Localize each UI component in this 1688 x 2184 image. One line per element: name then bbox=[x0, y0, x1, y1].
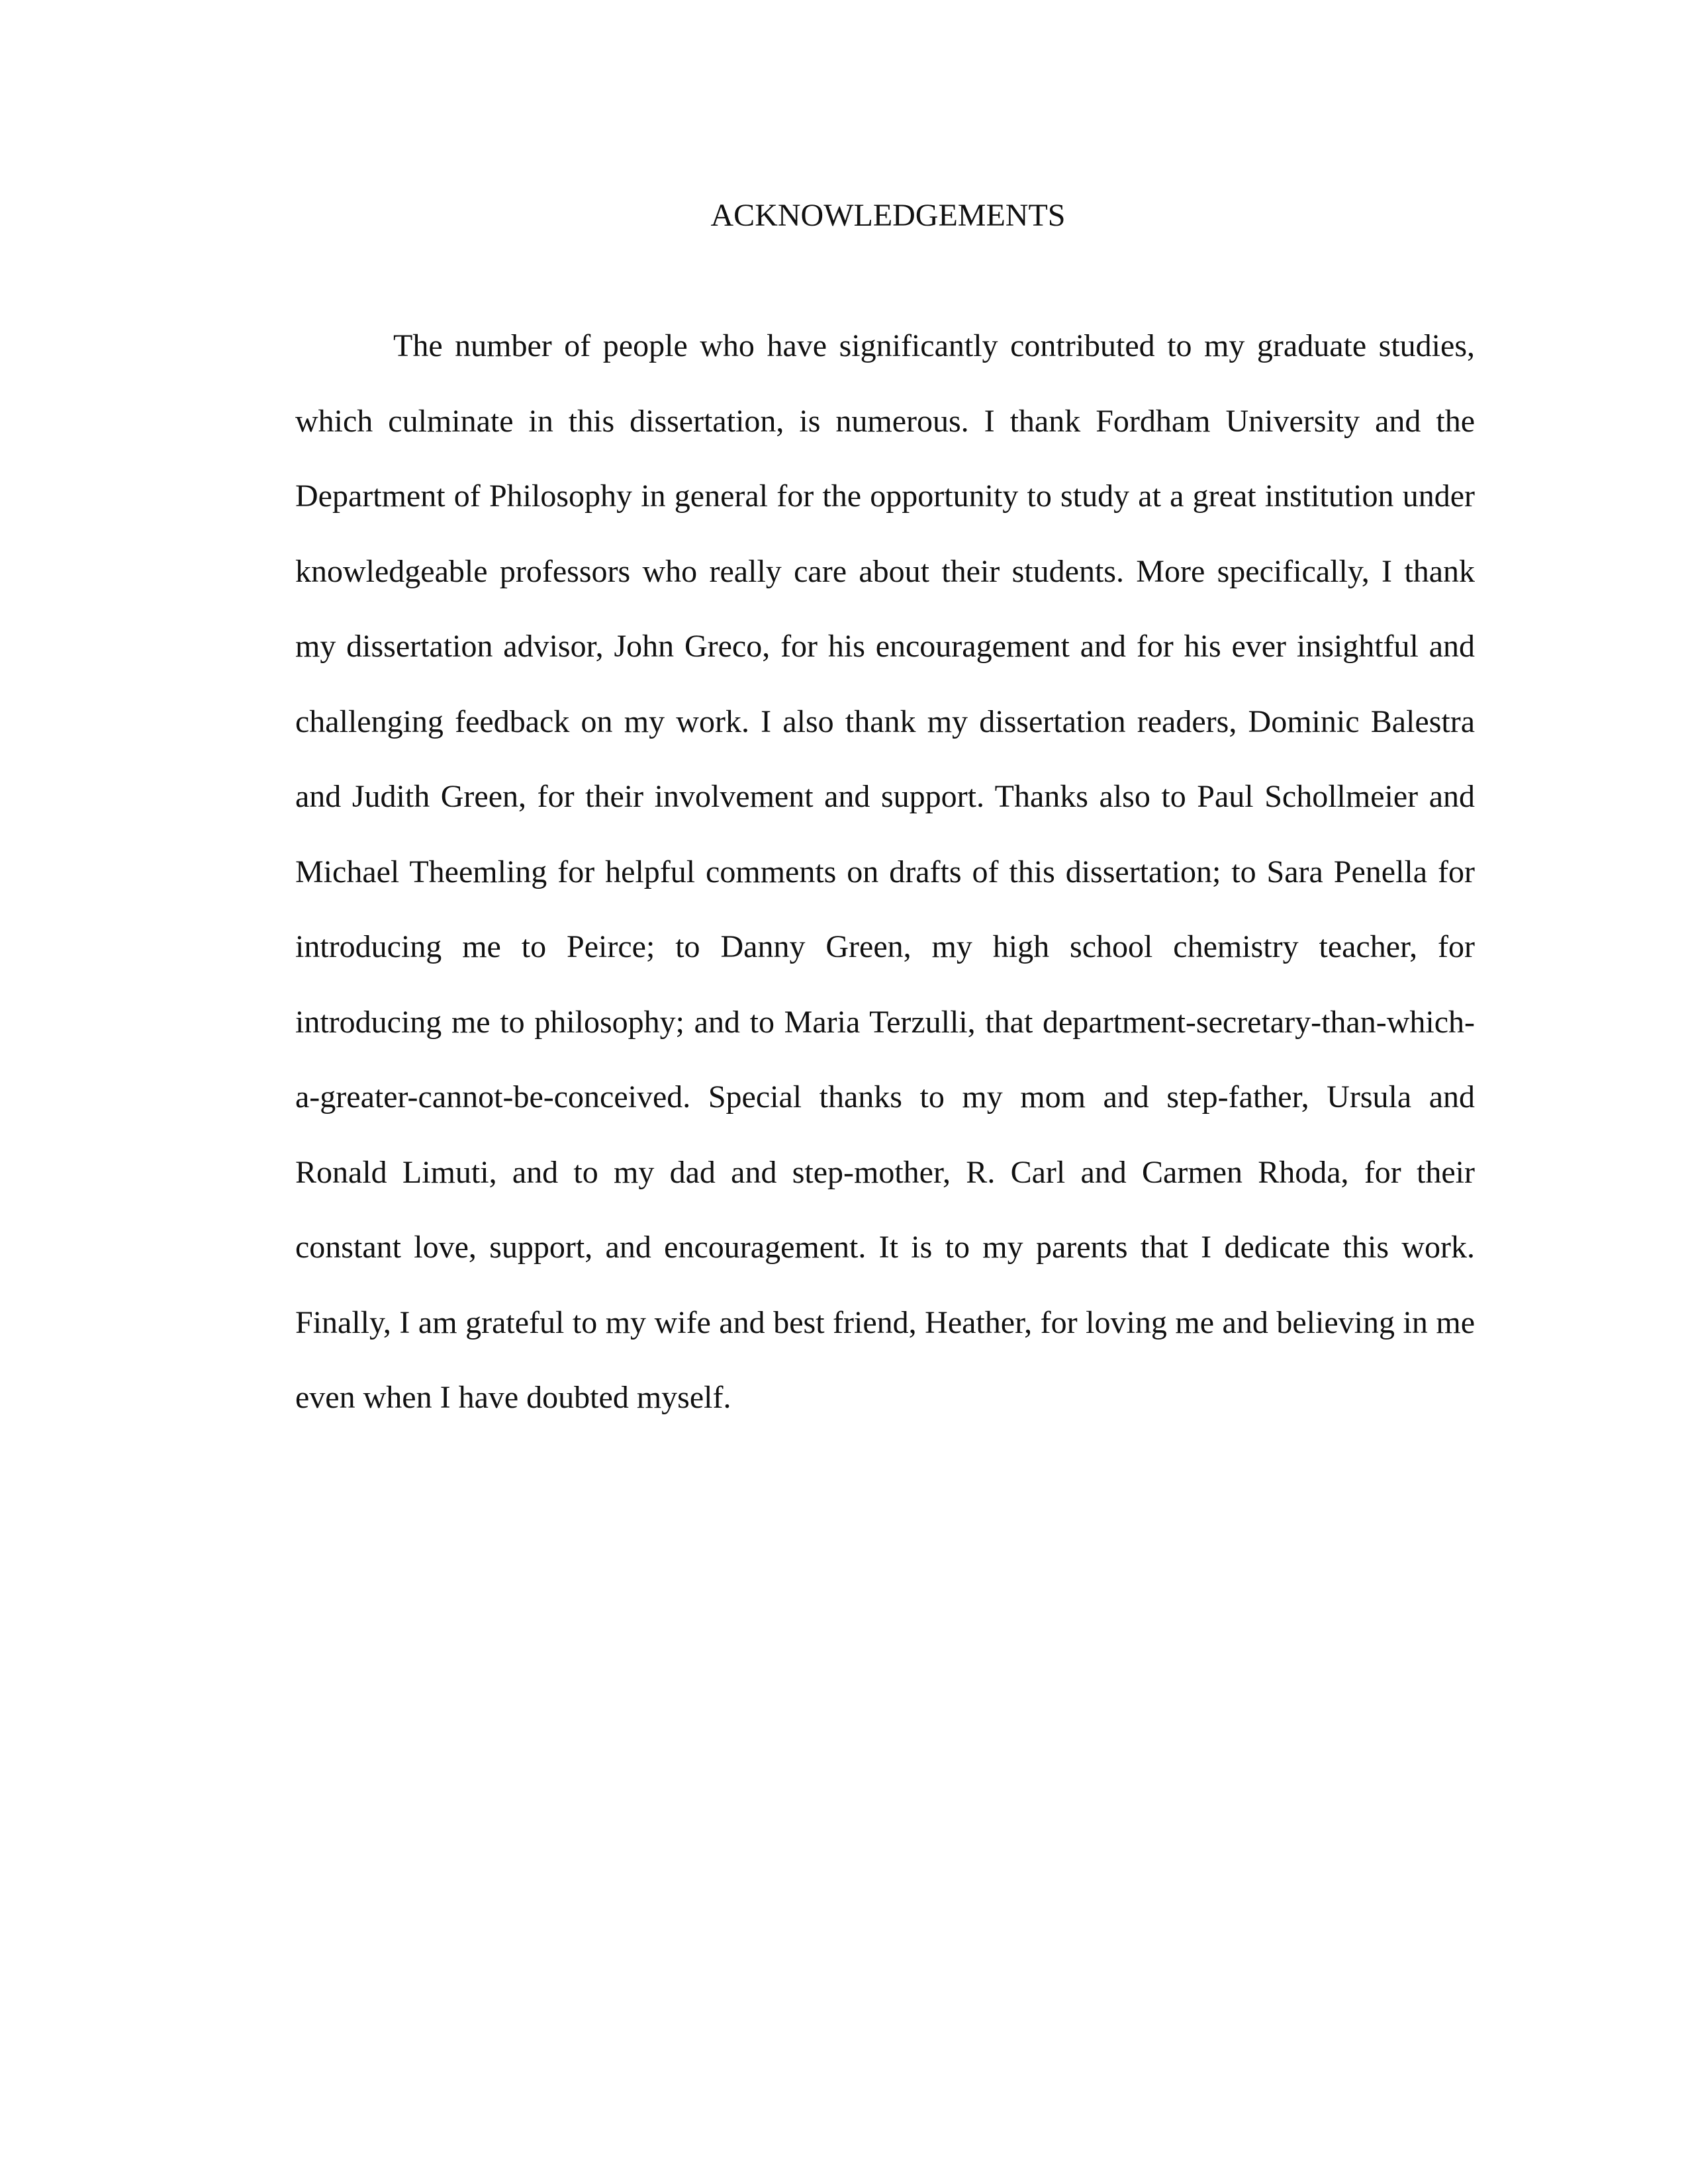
page-title: ACKNOWLEDGEMENTS bbox=[710, 198, 1066, 233]
acknowledgements-paragraph: The number of people who have significantly contributed to my graduate studies, which culminate in this dissertation, is numerous. I thank Fordham University and the Department of Philosophy in general for the opportunity to study at a great institution under knowledgeable professors who really care about their students. More specifically, I thank my dissertation advisor, John Greco, for his encouragement and for his ever insightful and challenging feedback on my work. I also thank my dissertation readers, Dominic Balestra and Judith Green, for their involvement and support. Thanks also to Paul Schollmeier and Michael Theemling for helpful comments on drafts of this dissertation; to Sara Penella for introducing me to Peirce; to Danny Green, my high school chemistry teacher, for introducing me to philosophy; and to Maria Terzulli, that department-secretary-than-which-a-greater-cannot-be-conceived. Special thanks to my mom and step-father, Ursula and Ronald Limuti, and to my dad and step-mother, R. Carl and Carmen Rhoda, for their constant love, support, and encouragement. It is to my parents that I dedicate this work. Finally, I am grateful to my wife and best friend, Heather, for loving me and believing in me even when I have doubted myself. bbox=[295, 328, 1475, 1415]
